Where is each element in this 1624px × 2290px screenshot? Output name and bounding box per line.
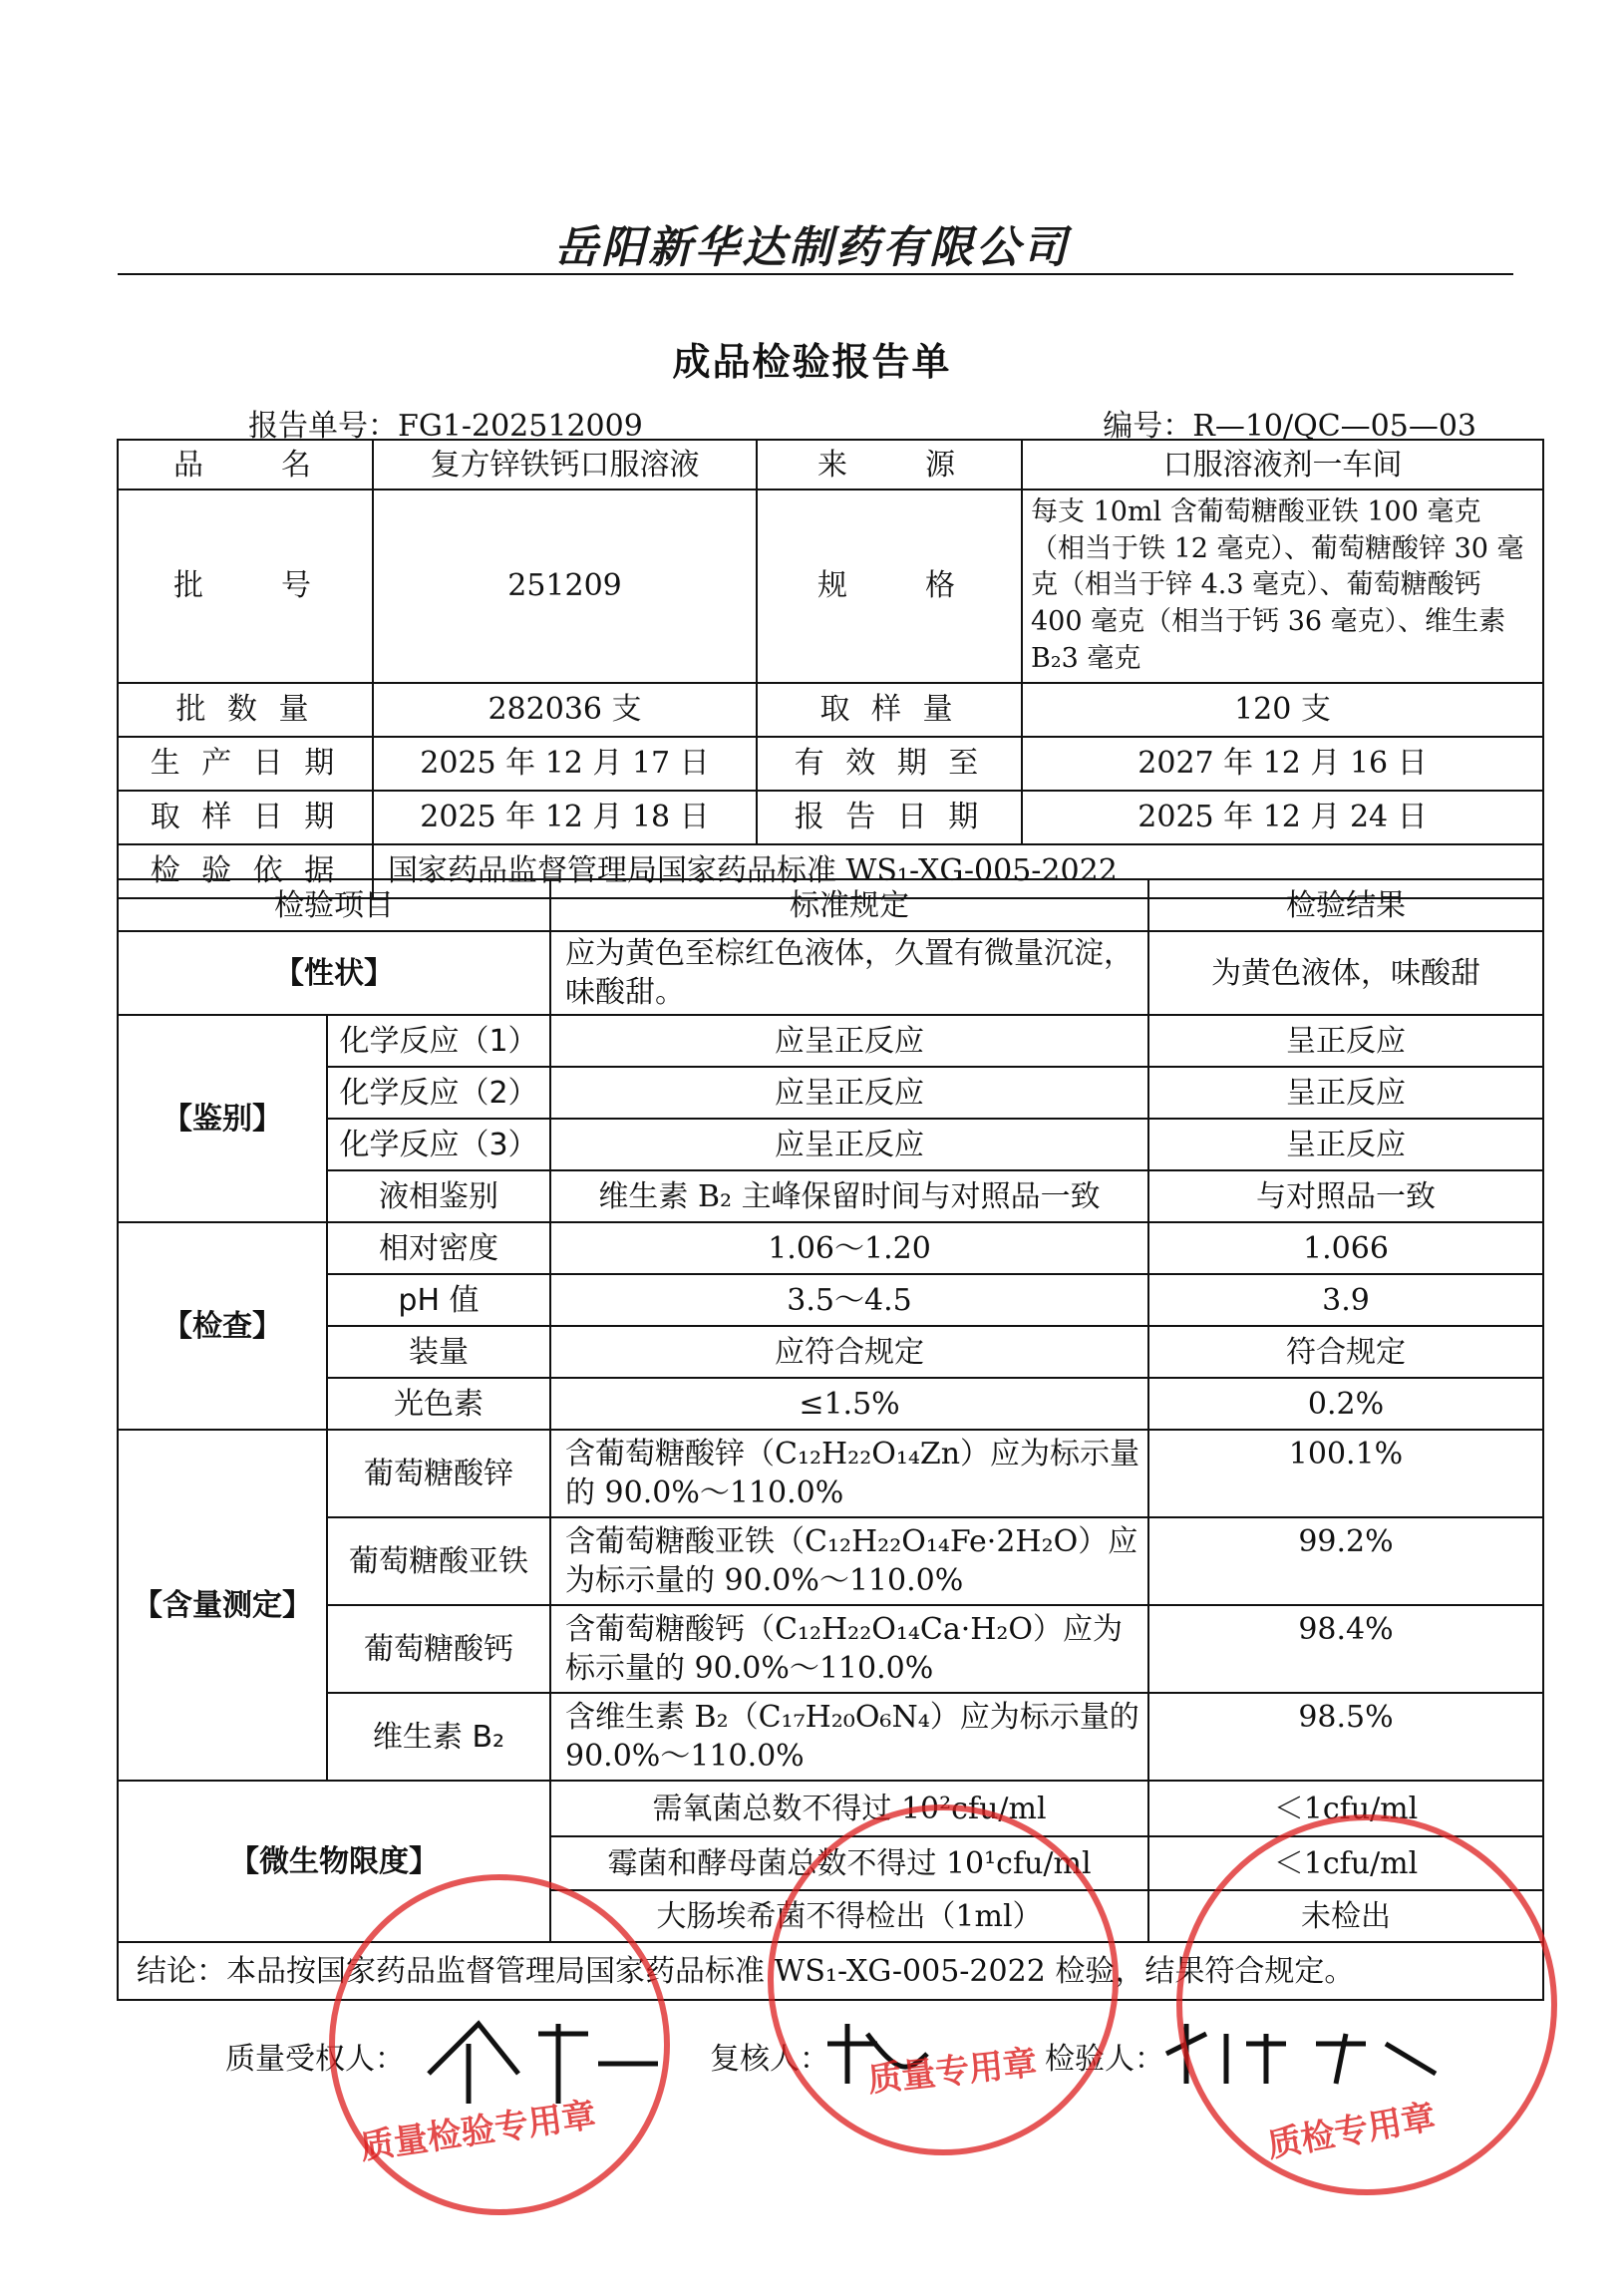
assay-result: 99.2% [1148,1517,1543,1605]
assay-label: 【含量测定】 [118,1430,327,1781]
assay-item: 葡萄糖酸钙 [327,1605,550,1693]
micro-std: 大肠埃希菌不得检出（1ml） [550,1890,1148,1942]
check-std: ≤1.5% [550,1378,1148,1430]
expiry-label: 有 效 期 至 [757,737,1022,791]
ident-result: 呈正反应 [1148,1067,1543,1119]
report-date-value: 2025 年 12 月 24 日 [1022,791,1543,844]
ident-std: 维生素 B₂ 主峰保留时间与对照品一致 [550,1170,1148,1222]
qty-label: 批 数 量 [118,683,373,737]
spec-value: 每支 10ml 含葡萄糖酸亚铁 100 毫克（相当于铁 12 毫克）、葡萄糖酸锌 30 毫克（相当于锌 4.3 毫克）、葡萄糖酸钙 400 毫克（相当于钙 36 毫克）、维生素 B₂3 毫克 [1022,490,1543,683]
check-result: 0.2% [1148,1378,1543,1430]
sample-date-label: 取 样 日 期 [118,791,373,844]
report-date-label: 报 告 日 期 [757,791,1022,844]
prod-date-label: 生 产 日 期 [118,737,373,791]
ident-label: 【鉴别】 [118,1015,327,1222]
expiry-value: 2027 年 12 月 16 日 [1022,737,1543,791]
company-name: 岳阳新华达制药有限公司 [554,222,1070,273]
check-std: 3.5～4.5 [550,1274,1148,1326]
product-name: 复方锌铁钙口服溶液 [373,440,757,490]
basis-label: 检 验 依 据 [118,844,373,898]
assay-item: 维生素 B₂ [327,1693,550,1781]
sample-date-value: 2025 年 12 月 18 日 [373,791,757,844]
check-result: 1.066 [1148,1222,1543,1274]
product-label: 品 名 [118,440,373,490]
assay-result: 98.4% [1148,1605,1543,1693]
check-result: 3.9 [1148,1274,1543,1326]
inspector-signature-label: 检验人： [1045,2042,1164,2077]
check-result: 符合规定 [1148,1326,1543,1378]
check-item: pH 值 [327,1274,550,1326]
check-label: 【检查】 [118,1222,327,1430]
assay-item: 葡萄糖酸亚铁 [327,1517,550,1605]
batch-value: 251209 [373,490,757,683]
micro-result: ＜1cfu/ml [1148,1836,1543,1890]
assay-std: 含葡萄糖酸亚铁（C₁₂H₂₂O₁₄Fe·2H₂O）应为标示量的 90.0%～110.0% [550,1517,1148,1605]
ident-item: 化学反应（3） [327,1119,550,1170]
micro-label: 【微生物限度】 [118,1781,550,1942]
ident-result: 呈正反应 [1148,1015,1543,1067]
batch-label: 批 号 [118,490,373,683]
micro-std: 需氧菌总数不得过 10²cfu/ml [550,1781,1148,1836]
quality-seal-text: 质量专用章 [865,2043,1039,2101]
assay-std: 含葡萄糖酸钙（C₁₂H₂₂O₁₄Ca·H₂O）应为标示量的 90.0%～110.0% [550,1605,1148,1693]
ident-result: 呈正反应 [1148,1119,1543,1170]
quality-seal [768,1804,1119,2155]
qty-value: 282036 支 [373,683,757,737]
document-number: 编号：R—10/QC—05—03 [1103,409,1476,444]
qa-signature-label: 质量受权人： [225,2042,405,2077]
col-result-header: 检验结果 [1148,879,1543,931]
sample-value: 120 支 [1022,683,1543,737]
basis-value: 国家药品监督管理局国家药品标准 WS₁-XG-005-2022 [373,844,1543,898]
ident-result: 与对照品一致 [1148,1170,1543,1222]
conclusion: 结论：本品按国家药品监督管理局国家药品标准 WS₁-XG-005-2022 检验，结果符合规定。 [118,1942,1543,2000]
micro-result: 未检出 [1148,1890,1543,1942]
source-label: 来 源 [757,440,1022,490]
check-item: 相对密度 [327,1222,550,1274]
check-item: 装量 [327,1326,550,1378]
reviewer-signature-label: 复核人： [710,2042,829,2077]
col-item-header: 检验项目 [118,879,550,931]
col-std-header: 标准规定 [550,879,1148,931]
header-rule [118,273,1513,275]
micro-result: ＜1cfu/ml [1148,1781,1543,1836]
ident-item: 化学反应（1） [327,1015,550,1067]
report-number: 报告单号：FG1-202512009 [248,409,643,444]
ident-item: 化学反应（2） [327,1067,550,1119]
spec-label: 规 格 [757,490,1022,683]
check-item: 光色素 [327,1378,550,1430]
source-value: 口服溶液剂一车间 [1022,440,1543,490]
ident-std: 应呈正反应 [550,1015,1148,1067]
info-table [117,439,1544,899]
ident-std: 应呈正反应 [550,1119,1148,1170]
qa-seal-text: 质量检验专用章 [357,2095,599,2168]
prod-date-value: 2025 年 12 月 17 日 [373,737,757,791]
ident-item: 液相鉴别 [327,1170,550,1222]
appearance-label: 【性状】 [118,931,550,1015]
inspection-seal-text: 质检专用章 [1264,2097,1439,2166]
report-title: 成品检验报告单 [672,340,952,384]
check-std: 1.06～1.20 [550,1222,1148,1274]
assay-std: 含维生素 B₂（C₁₇H₂₀O₆N₄）应为标示量的 90.0%～110.0% [550,1693,1148,1781]
sample-label: 取 样 量 [757,683,1022,737]
appearance-std: 应为黄色至棕红色液体，久置有微量沉淀，味酸甜。 [550,931,1148,1015]
check-std: 应符合规定 [550,1326,1148,1378]
assay-result: 98.5% [1148,1693,1543,1781]
assay-item: 葡萄糖酸锌 [327,1430,550,1517]
ident-std: 应呈正反应 [550,1067,1148,1119]
appearance-result: 为黄色液体，味酸甜 [1148,931,1543,1015]
micro-std: 霉菌和酵母菌总数不得过 10¹cfu/ml [550,1836,1148,1890]
assay-result: 100.1% [1148,1430,1543,1517]
assay-std: 含葡萄糖酸锌（C₁₂H₂₂O₁₄Zn）应为标示量的 90.0%～110.0% [550,1430,1148,1517]
